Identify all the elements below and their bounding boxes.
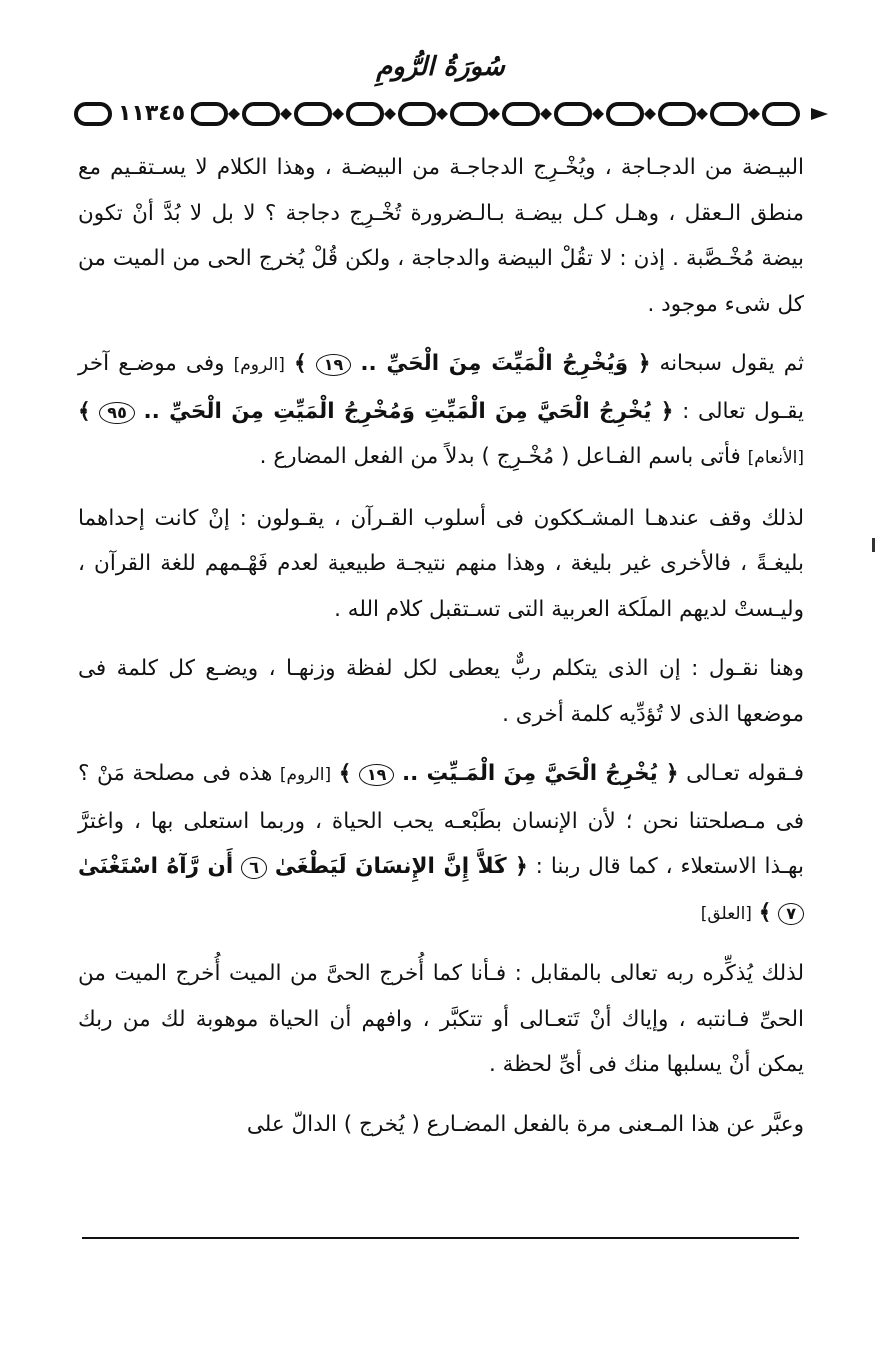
paragraph-7: وعبَّر عن هذا المـعنى مرة بالفعل المضـارع ( يُخرج ) الدالّ على (246, 1111, 804, 1137)
paragraph-2 (78, 341, 804, 482)
quran-verse: أَن رَّآهُ اسْتَغْنَىٰ (78, 854, 234, 879)
body-text (78, 145, 804, 1161)
paragraph-4: وهنا نقـول : إن الذى يتكلم ربٌّ يعطى لكل لفظة وزنهـا ، ويضـع كل كلمة فى موضعها الذى لا تُؤدِّيه كلمة أخرى . (78, 656, 804, 727)
surah-reference: [الروم] (279, 765, 332, 785)
text-run: ثم يقول سبحانه (659, 351, 805, 376)
surah-reference: [العلق] (700, 903, 752, 924)
surah-reference: [الروم] (233, 355, 285, 375)
text-run: وفى موضـع آخر يقـول تعالى : (78, 351, 804, 424)
verse-number-marker: ١٩ (359, 764, 395, 786)
quran-bracket-close: ﴾ (293, 351, 307, 376)
text-run: فـقوله تعـالى (686, 761, 804, 786)
quran-verse: ﴿ كَلاَّ إِنَّ الإِنسَانَ لَيَطْغَىٰ (274, 854, 528, 879)
quran-bracket-close: ﴾ (78, 398, 91, 424)
quran-bracket-close: ﴾ (338, 761, 352, 786)
verse-number-marker: ١٩ (316, 354, 352, 376)
quran-verse: ﴿ يُخْرِجُ الْحَيَّ مِنَ الْمَـيِّتِ .. (402, 761, 679, 786)
quran-bracket-close: ﴾ (758, 899, 772, 925)
paragraph-3: لذلك وقف عندهـا المشـككون فى أسلوب القـرآن ، يقـولون : إنْ كانت إحداهما بليغـةً ، فالأخرى غير بليغة ، وهذا منهم نتيجـة طبيعية لعدم فَهْـمهم للغة القرآن ، وليـستْ لديهم الملَكة العربية التى تسـتقبل كلام الله . (78, 505, 804, 622)
text-run: فأتى باسم الفـاعل ( مُخْـرِج ) بدلاً من الفعل المضارع . (259, 444, 741, 469)
text-run: هذه فى مصلحة مَنْ ؟ فى مـصلحتنا نحن ؛ لأن الإنسان بطَبْعـه يحب الحياة ، وربما استعلى بها ، واغترَّ بهـذا الاستعلاء ، كما قال ربنا : (78, 761, 804, 879)
paragraph-1: البيـضة من الدجـاجة ، ويُخْـرِج الدجاجـة من البيضـة ، وهذا الكلام لا يسـتقـيم مع منطق الـعقل ، وهـل كـل بيضـة بـالـضرورة تُخْـرِج دجاجة ؟ لا بل لا بُدَّ أنْ تكون بيضة مُخْـصَّبة . إذن : لا تقُلْ البيضة والدجاجة ، ولكن قُلْ يُخرج الحى من الميت من كل شىء موجود . (78, 155, 804, 317)
surah-reference: [الأنعام] (747, 448, 804, 468)
verse-number-marker: ٧ (778, 903, 804, 925)
surah-title: سُورَةُ الرُّومِ (376, 52, 505, 82)
footer-divider (82, 1237, 799, 1239)
margin-mark (872, 538, 875, 552)
paragraph-5 (78, 751, 804, 937)
paragraph-6: لذلك يُذكِّره ربه تعالى بالمقابل : فـأنا كما أُخرج الحىَّ من الميت أُخرج الميت من الحىِّ فـانتبه ، وإياك أنْ تَتعـالى أو تتكبَّر ، وافهم أن الحياة موهوبة لك من ربك يمكن أنْ يسلبها منك فى أىِّ لحظة . (78, 961, 804, 1077)
verse-number-marker: ٩٥ (99, 402, 135, 424)
verse-number-marker: ٦ (241, 857, 267, 879)
quran-verse: ﴿ وَيُخْرِجُ الْمَيِّتَ مِنَ الْحَيِّ .. (360, 351, 651, 376)
quran-verse: ﴿ يُخْرِجُ الْحَيَّ مِنَ الْمَيِّتِ وَمُخْرِجُ الْمَيِّتِ مِنَ الْحَيِّ .. (143, 398, 674, 424)
page-number: ١١٣٤٥ (112, 97, 191, 131)
